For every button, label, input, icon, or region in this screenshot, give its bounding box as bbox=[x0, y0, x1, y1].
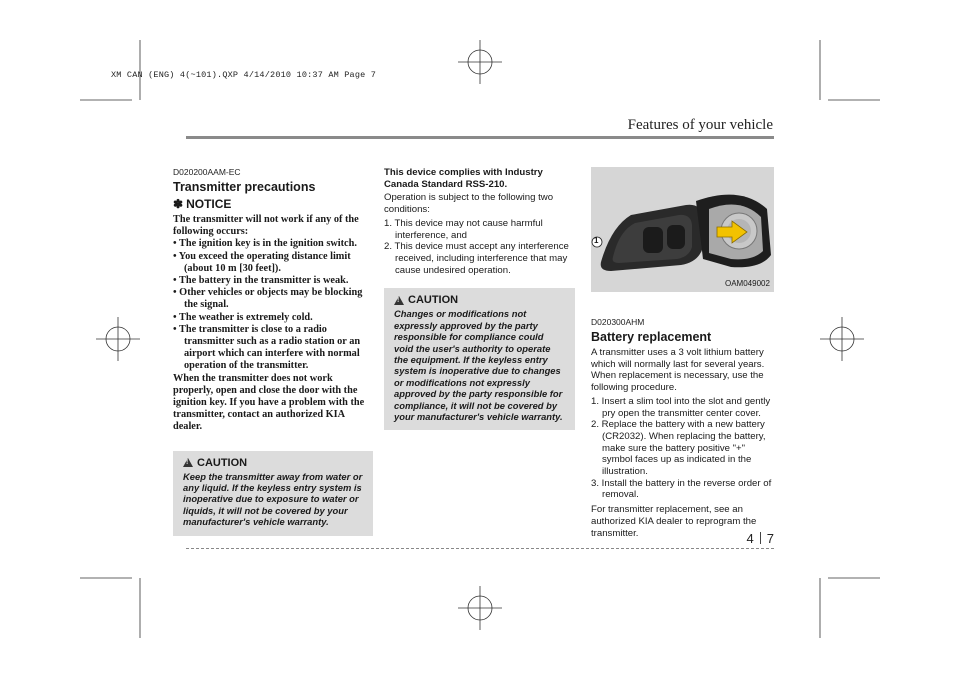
warning-triangle-icon bbox=[183, 458, 193, 467]
registration-target-top bbox=[458, 40, 502, 84]
heading-transmitter-precautions: Transmitter precautions bbox=[173, 180, 316, 194]
list-item: • The transmitter is close to a radio transmitter such as a radio station or an airport which can interfere with normal operation of the transmitter. bbox=[173, 323, 361, 372]
registration-target-right bbox=[820, 317, 864, 361]
compliance-statement: This device complies with Industry Canada Standard RSS-210. bbox=[384, 167, 543, 190]
caution-box-modifications bbox=[384, 288, 575, 430]
caution-text: Keep the transmitter away from water or any liquid. If the keyless entry system is inoperative due to exposure to water or liquids, it will not be covered by your manufacturer's vehicle warranty. bbox=[183, 470, 363, 528]
callout-number: 1 bbox=[594, 236, 599, 245]
transmitter-battery-photo bbox=[591, 167, 774, 292]
section-code: D020200AAM-EC bbox=[173, 167, 241, 177]
registration-target-left bbox=[96, 317, 140, 361]
list-item: 1. Insert a slim tool into the slot and gently pry open the transmitter center cover. bbox=[591, 395, 771, 419]
notice-label-text: NOTICE bbox=[186, 197, 232, 211]
battery-intro: A transmitter uses a 3 volt lithium battery which will normally last for several years. When replacement is necessary, use the following procedure. bbox=[591, 347, 765, 394]
page-number-value: 7 bbox=[766, 531, 774, 546]
list-item: • The battery in the transmitter is weak. bbox=[173, 275, 349, 287]
notice-body bbox=[173, 214, 373, 434]
header-rule bbox=[186, 136, 774, 139]
heading-battery-replacement: Battery replacement bbox=[591, 330, 712, 344]
battery-outro: For transmitter replacement, see an authorized KIA dealer to reprogram the transmitter. bbox=[591, 504, 757, 539]
notice-label bbox=[173, 197, 373, 211]
conditions-intro: Operation is subject to the following two conditions: bbox=[384, 192, 554, 216]
list-item: • The ignition key is in the ignition switch. bbox=[173, 238, 357, 250]
conditions-list bbox=[384, 218, 575, 277]
warning-triangle-icon bbox=[394, 296, 404, 305]
caution-title: CAUTION bbox=[408, 294, 459, 307]
battery-steps bbox=[591, 396, 775, 501]
list-item: 3. Install the battery in the reverse order of removal. bbox=[591, 477, 772, 501]
caution-box-water bbox=[173, 451, 373, 536]
list-item: • The weather is extremely cold. bbox=[173, 311, 313, 323]
transmitter-illustration bbox=[591, 167, 774, 292]
photo-code: OAM049002 bbox=[725, 279, 770, 288]
section-title: Features of your vehicle bbox=[627, 117, 773, 133]
list-item: 2. This device must accept any interference received, including interference that may cause undesired operation. bbox=[384, 241, 569, 276]
column-transmitter-precautions bbox=[173, 167, 373, 536]
caution-title: CAUTION bbox=[197, 456, 248, 469]
footer-rule bbox=[186, 548, 774, 549]
notice-list bbox=[173, 238, 373, 372]
notice-intro: The transmitter will not work if any of the following occurs: bbox=[173, 214, 359, 238]
list-item: 2. Replace the battery with a new battery (CR2032). When replacing the battery, make sure the battery positive "+" symbol faces up as indicated in the illustration. bbox=[591, 419, 766, 478]
print-slug: XM CAN (ENG) 4(~101).QXP 4/14/2010 10:37 AM Page 7 bbox=[111, 70, 377, 80]
list-item: 1. This device may not cause harmful interference, and bbox=[384, 217, 543, 241]
column-battery-replacement bbox=[591, 317, 775, 541]
list-item: • You exceed the operating distance limit (about 10 m [30 feet]). bbox=[173, 250, 351, 274]
chapter-number: 4 bbox=[746, 531, 754, 546]
caution-text: Changes or modifications not expressly approved by the party responsible for compliance could void the user's authority to operate the equipment. If the keyless entry system is inoperative due to changes or modifications not expressly approved by the party responsible for compliance, it will not be covered by your manufacturer's vehicle warranty. bbox=[394, 308, 563, 422]
column-compliance bbox=[384, 167, 575, 430]
notice-star-icon: ✽ bbox=[173, 197, 184, 211]
notice-outro: When the transmitter does not work properly, open and close the door with the ignition key. If you have a problem with the transmitter, contact an authorized KIA dealer. bbox=[173, 372, 365, 433]
registration-target-bottom bbox=[458, 586, 502, 630]
section-code: D020300AHM bbox=[591, 317, 645, 327]
list-item: • Other vehicles or objects may be blocking the signal. bbox=[173, 287, 363, 311]
